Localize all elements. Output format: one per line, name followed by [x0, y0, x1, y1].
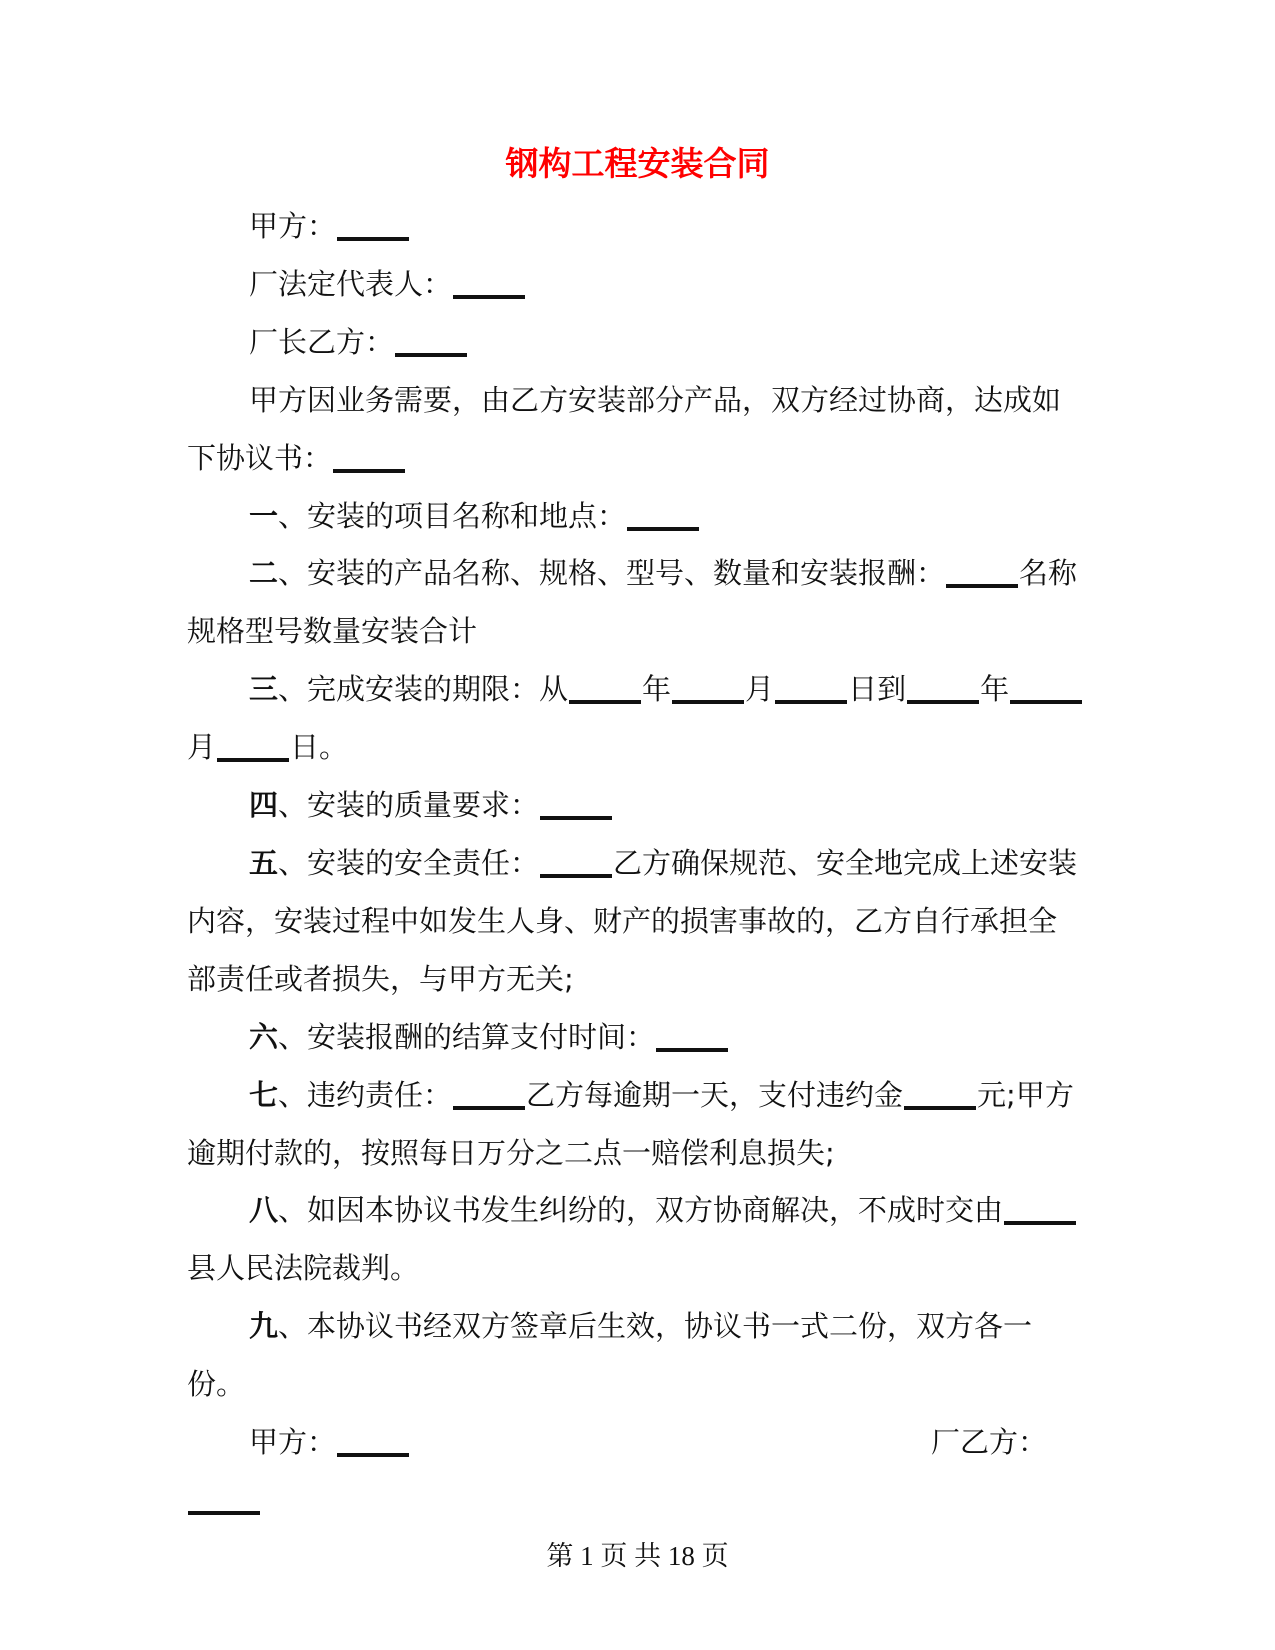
party-b-line	[187, 314, 1087, 372]
party-a-line	[187, 198, 1087, 256]
clause-number: 三	[249, 672, 279, 707]
blank-line	[775, 700, 847, 704]
clause-text-after: 乙方每逾期一天，支付违约金	[526, 1077, 904, 1112]
blank-line	[656, 1048, 728, 1052]
blank-line	[569, 700, 641, 704]
signature-row	[187, 1414, 1087, 1472]
page-footer: 第 1 页 共 18 页	[546, 1541, 729, 1571]
blank-line	[1004, 1221, 1076, 1225]
clause-text: 、安装报酬的结算支付时间：	[278, 1019, 656, 1054]
contract-body	[187, 198, 1087, 1530]
clause-text: 、安装的安全责任：	[278, 845, 540, 880]
intro-text-1: 甲方因业务需要，由乙方安装部分产品，双方经过协商，达成如	[249, 382, 1062, 417]
clause-3	[187, 661, 1087, 777]
blank-line	[333, 469, 405, 473]
clause-text-line2: 县人民法院裁判。	[187, 1251, 420, 1286]
document-title: 钢构工程安装合同	[505, 144, 770, 183]
clause-2	[187, 545, 1087, 661]
blank-line	[217, 758, 289, 762]
sign-party-a	[249, 1414, 410, 1472]
blank-line	[627, 527, 699, 531]
day-label: 日。	[290, 730, 349, 765]
clause-text-line2: 逾期付款的，按照每日万分之二点一赔偿利息损失;	[187, 1135, 835, 1170]
month-label: 月	[745, 672, 775, 707]
clause-1	[187, 488, 1087, 546]
blank-line	[946, 584, 1018, 588]
clause-text-line3: 部责任或者损失，与甲方无关;	[187, 961, 574, 996]
clause-number: 六	[249, 1019, 279, 1054]
clause-number: 一	[249, 498, 279, 533]
party-b-label: 厂长乙方：	[249, 324, 395, 359]
year-label: 年	[980, 672, 1010, 707]
blank-line	[540, 874, 612, 878]
blank-line	[188, 1511, 260, 1515]
clause-7	[187, 1067, 1087, 1183]
blank-line	[337, 1453, 409, 1457]
clause-number: 七	[249, 1077, 279, 1112]
sign-party-a-label: 甲方：	[249, 1425, 337, 1460]
sign-party-b-label: 厂乙方：	[930, 1425, 1047, 1460]
clause-text-after-2: 元;甲方	[977, 1077, 1074, 1112]
blank-line	[540, 816, 612, 820]
intro-paragraph	[187, 372, 1087, 488]
clause-5	[187, 835, 1087, 1009]
clause-text-line2: 规格型号数量安装合计	[187, 614, 478, 649]
blank-line	[395, 353, 467, 357]
blank-line	[453, 295, 525, 299]
clause-9	[187, 1298, 1087, 1414]
clause-text: 、安装的项目名称和地点：	[278, 498, 627, 533]
year-label: 年	[642, 672, 672, 707]
day-to-label: 日到	[848, 672, 907, 707]
blank-line	[1010, 700, 1082, 704]
clause-text-line2: 内容，安装过程中如发生人身、财产的损害事故的，乙方自行承担全	[187, 903, 1058, 938]
party-a-label: 甲方：	[249, 209, 337, 243]
blank-line	[904, 1106, 976, 1110]
blank-line	[672, 700, 744, 704]
clause-text: 、如因本协议书发生纠纷的，双方协商解决，不成时交由	[278, 1193, 1004, 1228]
blank-line	[907, 700, 979, 704]
clause-4	[187, 777, 1087, 835]
clause-number: 四	[249, 788, 279, 823]
clause-text-after: 名称	[1019, 556, 1078, 591]
sign-party-b-line	[187, 1472, 1087, 1530]
blank-line	[337, 237, 409, 241]
clause-number: 二	[249, 556, 279, 591]
clause-text: 、安装的产品名称、规格、型号、数量和安装报酬：	[278, 556, 946, 591]
clause-number: 八	[249, 1193, 279, 1228]
clause-text: 、本协议书经双方签章后生效，协议书一式二份，双方各一份。	[187, 1309, 1033, 1402]
clause-text: 、违约责任：	[278, 1077, 453, 1112]
month-label: 月	[187, 730, 217, 765]
clause-text-after: 乙方确保规范、安全地完成上述安装	[613, 845, 1078, 880]
clause-8	[187, 1182, 1087, 1298]
clause-number: 九	[249, 1309, 279, 1344]
clause-6	[187, 1009, 1087, 1067]
clause-text: 、完成安装的期限：从	[278, 672, 569, 707]
legal-rep-label: 厂法定代表人：	[249, 266, 453, 301]
clause-text: 、安装的质量要求：	[278, 788, 540, 823]
legal-rep-line	[187, 256, 1087, 314]
blank-line	[453, 1106, 525, 1110]
clause-number: 五	[249, 845, 279, 880]
intro-text-2: 下协议书：	[187, 440, 333, 475]
